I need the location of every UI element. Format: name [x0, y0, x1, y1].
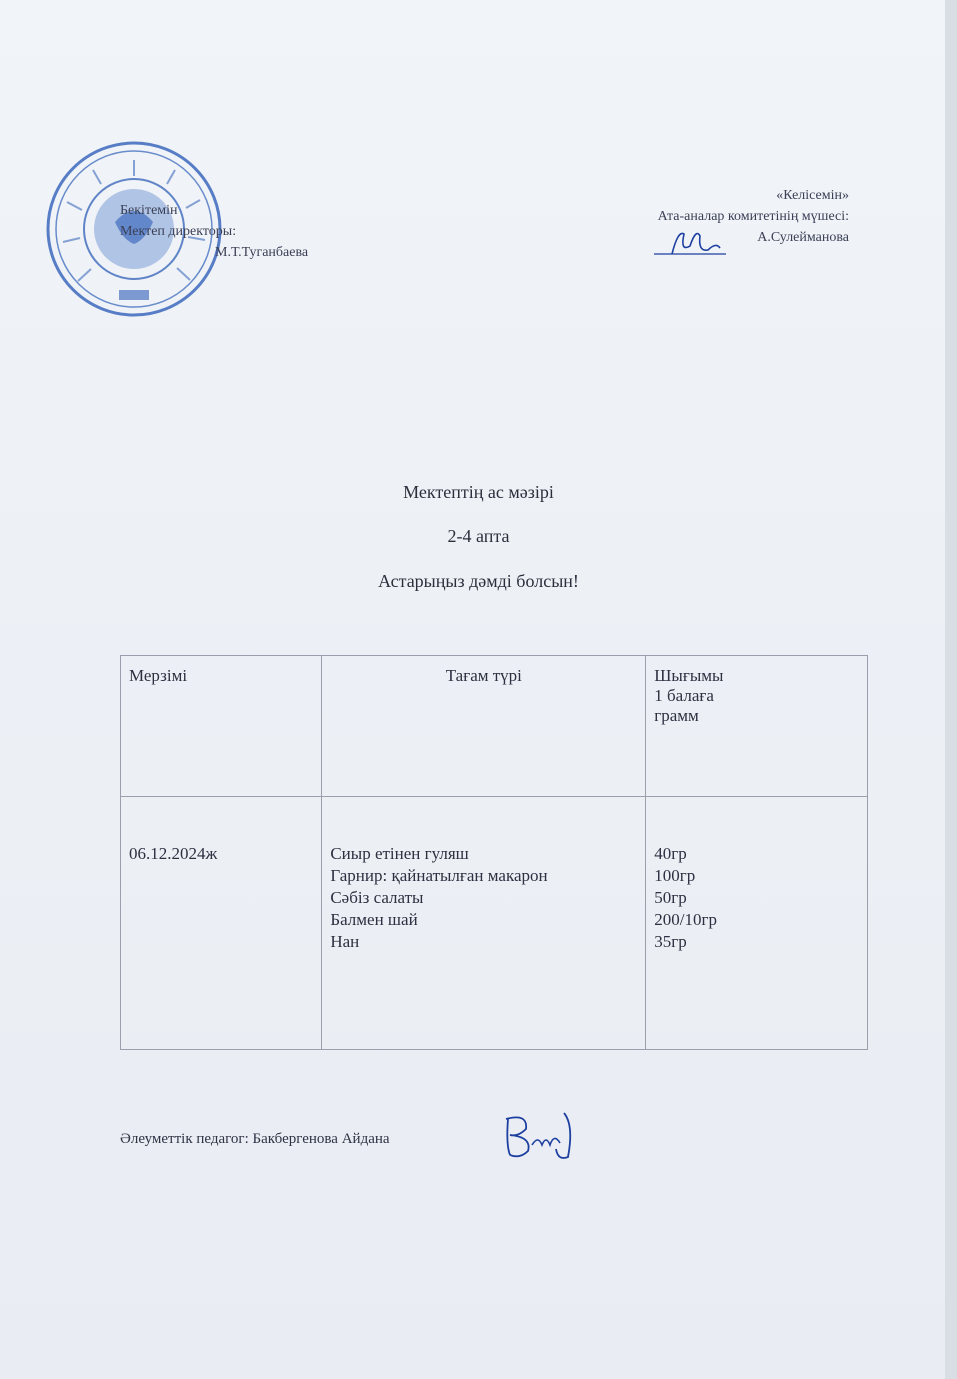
- yield-item: 100гр: [654, 866, 696, 885]
- row-date: 06.12.2024ж: [121, 797, 322, 1050]
- director-name: М.Т.Туганбаева: [215, 245, 309, 260]
- yield-item: 35гр: [654, 932, 687, 951]
- header-dish: Тағам түрі: [322, 656, 646, 797]
- dish-item: Балмен шай: [330, 910, 418, 929]
- wish-text: Астарыңыз дәмді болсын!: [378, 571, 579, 591]
- header-date: Мерзімі: [121, 656, 322, 797]
- row-yields: [646, 797, 868, 1050]
- committee-signature: [650, 222, 730, 262]
- director-title: Мектеп директоры:: [120, 224, 237, 239]
- week-label: 2-4 апта: [447, 526, 510, 546]
- menu-table: [120, 655, 868, 1050]
- table-header-row: [121, 656, 868, 797]
- dish-item: Нан: [330, 932, 360, 951]
- approval-left-block: [120, 200, 308, 263]
- approve-heading: Бекітемін: [120, 203, 178, 218]
- header-yield-line: Шығымы: [654, 666, 724, 685]
- header-yield-line: грамм: [654, 706, 699, 725]
- yield-item: 200/10гр: [654, 910, 717, 929]
- footer-signer: Әлеуметтік педагог: Бакбергенова Айдана: [120, 1131, 390, 1147]
- row-dishes: [322, 797, 646, 1050]
- dish-item: Сәбіз салаты: [330, 888, 424, 907]
- header-yield: [646, 656, 868, 797]
- page-edge: [945, 0, 957, 1379]
- yield-item: 40гр: [654, 844, 687, 863]
- pedagogue-signature: [498, 1105, 578, 1165]
- committee-title: Ата-аналар комитетінің мүшесі:: [657, 209, 849, 224]
- dish-item: Гарнир: қайнатылған макарон: [330, 866, 548, 885]
- yield-item: 50гр: [654, 888, 687, 907]
- menu-title: Мектептің ас мәзірі: [403, 482, 554, 502]
- dish-item: Сиыр етінен гуляш: [330, 844, 469, 863]
- agree-heading: «Келісемін»: [776, 188, 849, 203]
- table-row: [121, 797, 868, 1050]
- committee-member-name: А.Сулейманова: [757, 230, 849, 245]
- header-yield-line: 1 балаға: [654, 686, 714, 705]
